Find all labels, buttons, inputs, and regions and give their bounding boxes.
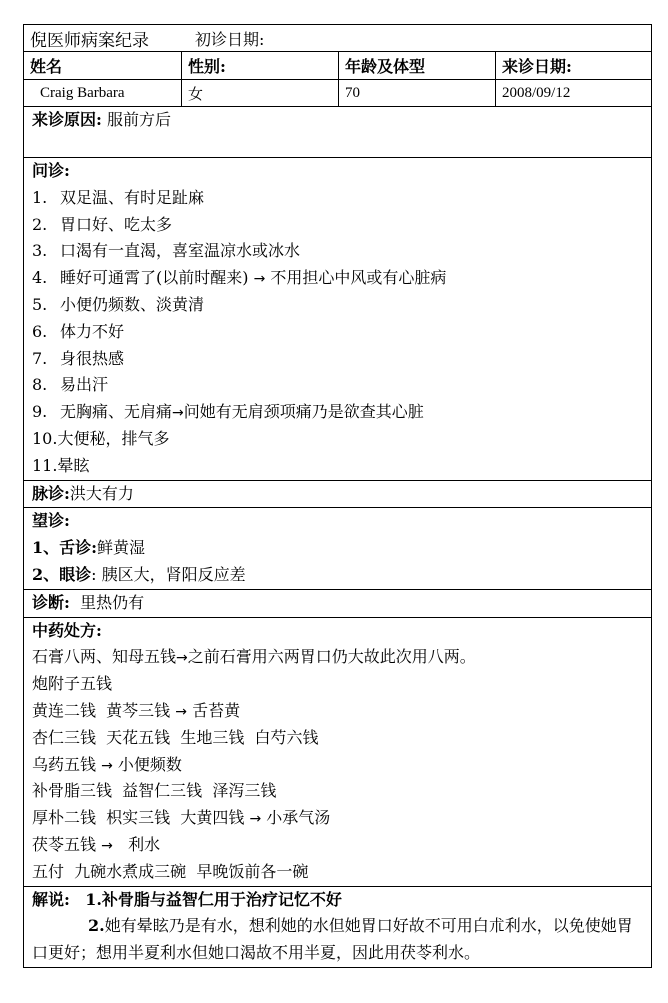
medical-record-table bbox=[23, 24, 652, 968]
prescription-section bbox=[24, 618, 651, 887]
list-item: 茯苓五钱 → 利水 bbox=[32, 834, 161, 854]
list-item: 4. 睡好可通霄了(以前时醒来) → 不用担心中风或有心脏病 bbox=[32, 268, 447, 288]
list-item: 炮附子五钱 bbox=[32, 674, 113, 694]
list-item: 8. 易出汗 bbox=[32, 375, 109, 395]
prescription-label: 中药处方: bbox=[32, 620, 102, 640]
visit-reason-section bbox=[24, 107, 651, 158]
diagnosis-label: 诊断: bbox=[32, 592, 70, 612]
list-item: 6. 体力不好 bbox=[32, 321, 125, 341]
visit-date: 2008/09/12 bbox=[502, 84, 571, 101]
list-item: 补骨脂三钱 益智仁三钱 泽泻三钱 bbox=[32, 781, 277, 801]
age-header: 年龄及体型 bbox=[339, 52, 496, 79]
list-item: 2、眼诊: 胰区大，肾阳反应差 bbox=[32, 564, 246, 584]
pulse-value: 洪大有力 bbox=[69, 483, 134, 503]
patient-table-header bbox=[24, 52, 651, 80]
arrow-icon: → bbox=[253, 271, 266, 288]
record-header bbox=[24, 25, 651, 52]
gender-header: 性别: bbox=[182, 52, 339, 79]
list-item: 7. 身很热感 bbox=[32, 348, 125, 368]
arrow-icon: → bbox=[176, 650, 188, 667]
diagnosis-value: 里热仍有 bbox=[80, 592, 145, 612]
inquiry-label: 问诊: bbox=[32, 161, 70, 180]
visit-reason-value: 服前方后 bbox=[107, 110, 172, 129]
pulse-label: 脉诊: bbox=[32, 483, 70, 503]
list-item: 9. 无胸痛、无肩痛→问她有无肩颈项痛乃是欲查其心脏 bbox=[32, 402, 424, 422]
patient-gender: 女 bbox=[182, 80, 339, 106]
arrow-icon: → bbox=[249, 811, 262, 828]
explanation-section bbox=[24, 887, 651, 967]
list-item: 厚朴二钱 枳实三钱 大黄四钱 → 小承气汤 bbox=[32, 808, 331, 828]
patient-age: 70 bbox=[339, 80, 496, 106]
list-item: 乌药五钱 → 小便频数 bbox=[32, 754, 182, 774]
arrow-icon: → bbox=[172, 405, 184, 422]
visit-reason-label: 来诊原因: bbox=[32, 110, 102, 129]
list-item: 5. 小便仍频数、淡黄清 bbox=[32, 294, 205, 314]
list-item: 11.晕眩 bbox=[32, 455, 90, 475]
list-item: 杏仁三钱 天花五钱 生地三钱 白芍六钱 bbox=[32, 727, 319, 747]
pulse-section bbox=[24, 481, 651, 509]
list-item: 1、舌诊:鲜黄湿 bbox=[32, 538, 146, 558]
explanation-point-2: 2.她有晕眩乃是有水，想利她的水但她胃口好故不可用白朮利水，以免使她胃口更好；想用半夏利水但她口渴故不用半夏，因此用茯苓利水。 bbox=[32, 916, 633, 963]
patient-table-values bbox=[24, 80, 651, 107]
list-item: 石膏八两、知母五钱→之前石膏用六两胃口仍大故此次用八两。 bbox=[32, 647, 476, 667]
list-item: 3. 口渴有一直渴，喜室温凉水或冰水 bbox=[32, 241, 301, 261]
visit-date-header: 来诊日期: bbox=[502, 57, 572, 76]
inquiry-section bbox=[24, 158, 651, 481]
list-item: 黄连二钱 黄芩三钱 → 舌苔黄 bbox=[32, 700, 241, 720]
patient-name: Craig Barbara bbox=[24, 80, 182, 106]
arrow-icon: → bbox=[101, 837, 113, 854]
list-item: 1. 双足温、有时足趾麻 bbox=[32, 187, 205, 207]
record-title: 倪医师病案纪录 bbox=[30, 30, 149, 51]
list-item: 10.大便秘，排气多 bbox=[32, 428, 170, 448]
explanation-point-1: 1.补骨脂与益智仁用于治疗记忆不好 bbox=[85, 889, 342, 909]
observation-section bbox=[24, 508, 651, 589]
observation-label: 望诊: bbox=[32, 511, 70, 531]
name-header: 姓名 bbox=[24, 52, 182, 79]
list-item: 五付 九碗水煮成三碗 早晚饭前各一碗 bbox=[32, 861, 309, 881]
arrow-icon: → bbox=[175, 703, 187, 720]
first-visit-date-label: 初诊日期: bbox=[195, 29, 265, 49]
arrow-icon: → bbox=[101, 757, 113, 774]
explanation-label: 解说: bbox=[32, 889, 70, 909]
list-item: 2. 胃口好、吃太多 bbox=[32, 214, 173, 234]
diagnosis-section bbox=[24, 590, 651, 618]
